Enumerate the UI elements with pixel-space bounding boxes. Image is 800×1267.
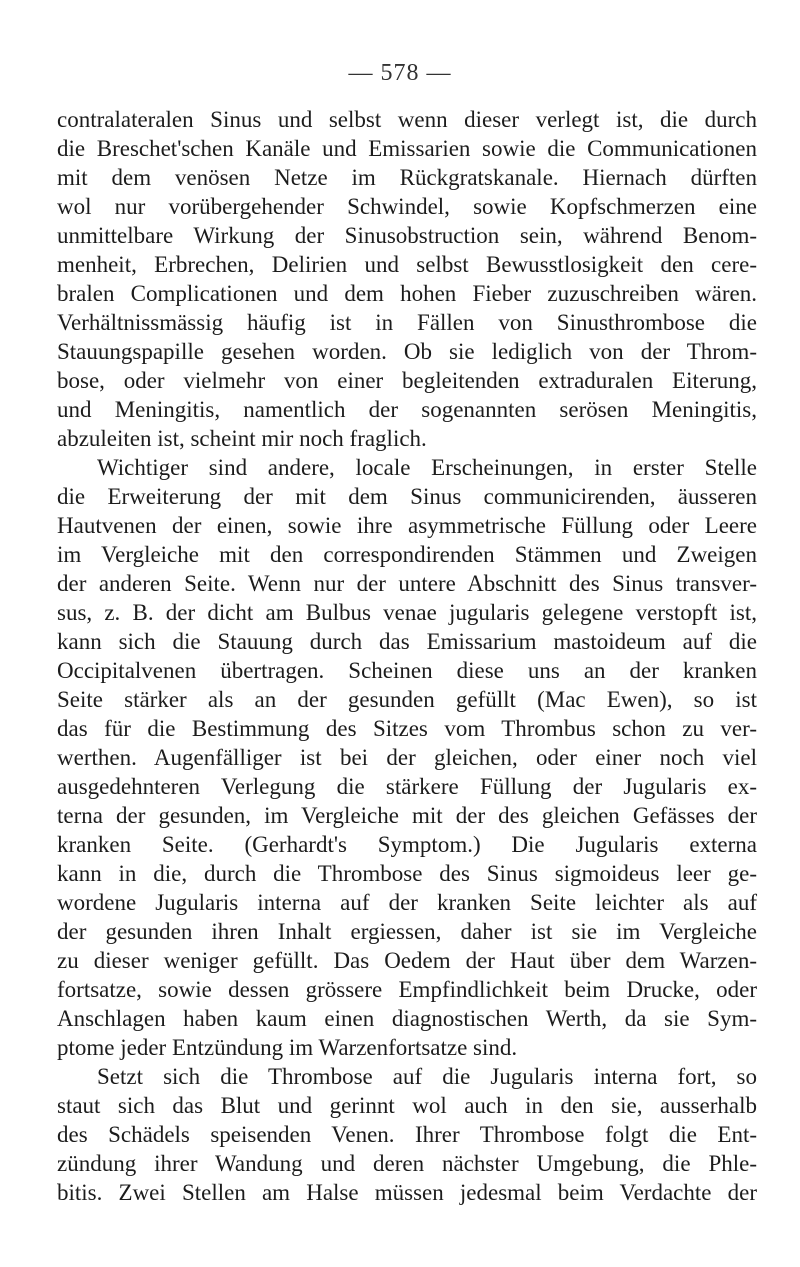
text-line: kann in die, durch die Thrombose des Sinus sigmoideus leer ge- [57, 861, 757, 886]
text-line: der gesunden ihren Inhalt ergiessen, daher ist sie im Vergleiche [57, 919, 757, 944]
text-line: kann sich die Stauung durch das Emissarium mastoideum auf die [57, 629, 757, 654]
text-line: Hautvenen der einen, sowie ihre asymmetrische Füllung oder Leere [57, 513, 757, 538]
text-line: mit dem venösen Netze im Rückgratskanale. Hiernach dürften [57, 165, 757, 190]
paragraph-start-line: Setzt sich die Thrombose auf die Jugularis interna fort, so [97, 1064, 757, 1089]
text-line: Anschlagen haben kaum einen diagnostischen Werth, da sie Sym- [57, 1006, 757, 1031]
text-line: menheit, Erbrechen, Delirien und selbst Bewusstlosigkeit den cere- [57, 252, 757, 277]
text-line: Stauungspapille gesehen worden. Ob sie lediglich von der Throm- [57, 339, 757, 364]
text-line: contralateralen Sinus und selbst wenn dieser verlegt ist, die durch [57, 107, 757, 132]
paragraph-start-line: Wichtiger sind andere, locale Erscheinungen, in erster Stelle [97, 455, 757, 480]
text-line: zu dieser weniger gefüllt. Das Oedem der Haut über dem Warzen- [57, 948, 757, 973]
text-line: Verhältnissmässig häufig ist in Fällen von Sinusthrombose die [57, 310, 757, 335]
paragraph-end-line: ptome jeder Entzündung im Warzenfortsatze sind. [57, 1035, 518, 1060]
text-line: die Breschet'schen Kanäle und Emissarien sowie die Communicationen [57, 136, 757, 161]
text-line: die Erweiterung der mit dem Sinus communicirenden, äusseren [57, 484, 757, 509]
text-line: kranken Seite. (Gerhardt's Symptom.) Die Jugularis externa [57, 832, 757, 857]
text-line: zündung ihrer Wandung und deren nächster Umgebung, die Phle- [57, 1151, 757, 1176]
text-line: wordene Jugularis interna auf der kranken Seite leichter als auf [57, 890, 757, 915]
text-line: bralen Complicationen und dem hohen Fieber zuzuschreiben wären. [57, 281, 757, 306]
text-line: ausgedehnteren Verlegung die stärkere Füllung der Jugularis ex- [57, 774, 757, 799]
text-line: im Vergleiche mit den correspondirenden Stämmen und Zweigen [57, 542, 757, 567]
text-line: wol nur vorübergehender Schwindel, sowie Kopfschmerzen eine [57, 194, 757, 219]
paragraph-end-line: abzuleiten ist, scheint mir noch fraglich. [57, 426, 427, 451]
text-line: unmittelbare Wirkung der Sinusobstruction sein, während Benom- [57, 223, 757, 248]
text-line: das für die Bestimmung des Sitzes vom Thrombus schon zu ver- [57, 716, 757, 741]
text-line: bose, oder vielmehr von einer begleitenden extraduralen Eiterung, [57, 368, 757, 393]
text-line: bitis. Zwei Stellen am Halse müssen jedesmal beim Verdachte der [57, 1180, 757, 1205]
body-text [57, 105, 757, 1207]
text-line: fortsatze, sowie dessen grössere Empfindlichkeit beim Drucke, oder [57, 977, 757, 1002]
page-number: — 578 — [348, 60, 452, 86]
text-line: des Schädels speisenden Venen. Ihrer Thrombose folgt die Ent- [57, 1122, 757, 1147]
text-line: und Meningitis, namentlich der sogenannten serösen Meningitis, [57, 397, 757, 422]
text-line: werthen. Augenfälliger ist bei der gleichen, oder einer noch viel [57, 745, 757, 770]
text-line: Occipitalvenen übertragen. Scheinen diese uns an der kranken [57, 658, 757, 683]
text-line: Seite stärker als an der gesunden gefüllt (Mac Ewen), so ist [57, 687, 757, 712]
text-line: terna der gesunden, im Vergleiche mit der des gleichen Gefässes der [57, 803, 757, 828]
text-line: der anderen Seite. Wenn nur der untere Abschnitt des Sinus transver- [57, 571, 757, 596]
text-line: sus, z. B. der dicht am Bulbus venae jugularis gelegene verstopft ist, [57, 600, 757, 625]
text-line: staut sich das Blut und gerinnt wol auch in den sie, ausserhalb [57, 1093, 757, 1118]
